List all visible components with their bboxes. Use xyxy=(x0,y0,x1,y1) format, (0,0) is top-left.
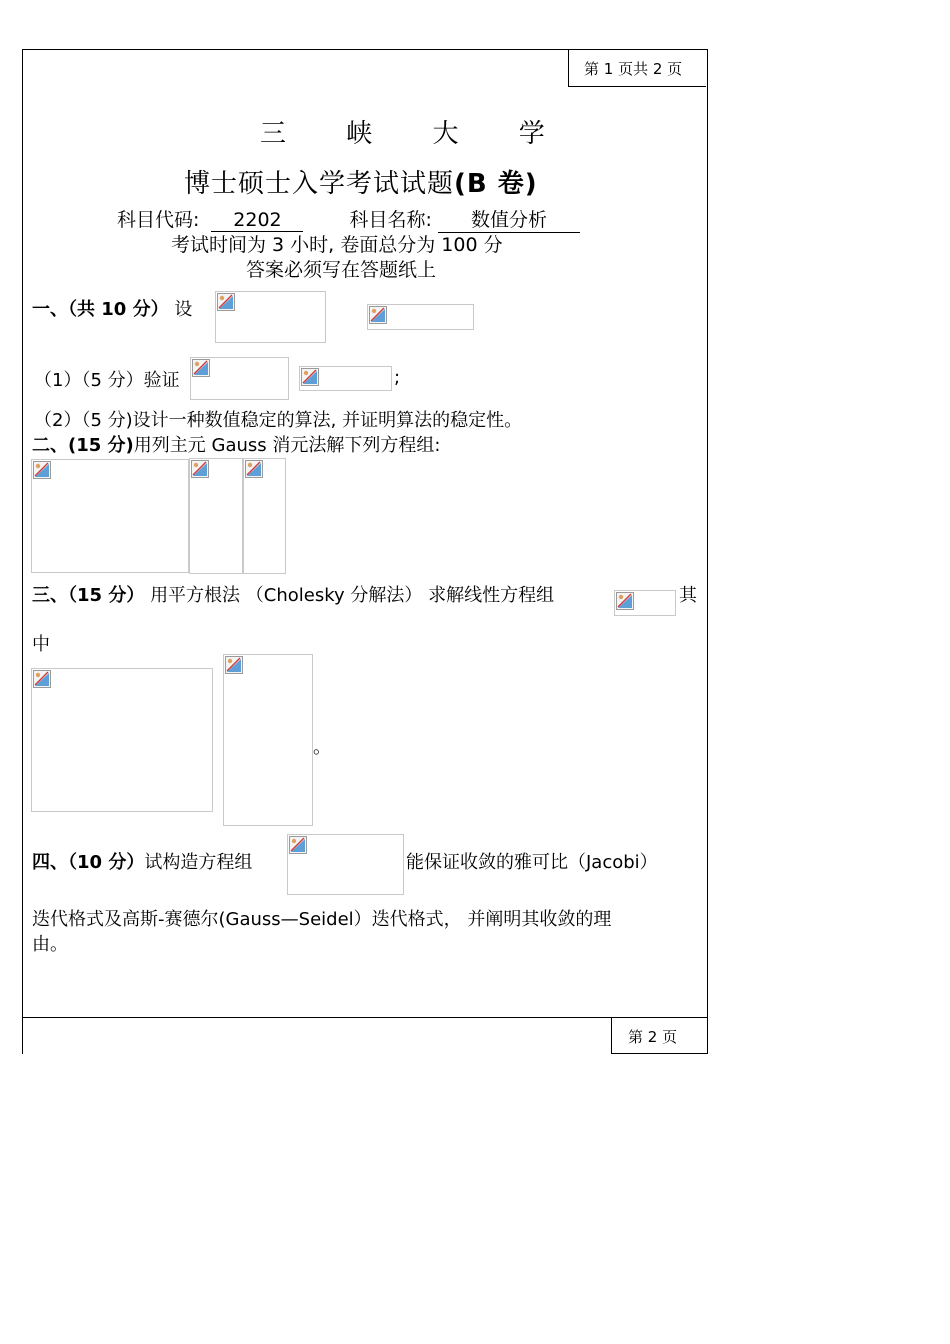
broken-image-icon xyxy=(33,461,51,479)
broken-image-icon xyxy=(301,368,319,386)
q4-text-a: 试构造方程组 xyxy=(144,852,253,873)
header-box-bottom xyxy=(568,86,706,87)
q1-formula-image-1 xyxy=(215,291,326,343)
footer-box-divider xyxy=(611,1017,612,1053)
exam-title xyxy=(184,163,538,200)
broken-image-icon xyxy=(192,359,210,377)
footer-page-label: 第 2 页 xyxy=(628,1028,678,1046)
exam-title-text: 博士硕士入学考试试题 xyxy=(184,169,455,199)
broken-image-icon xyxy=(245,460,263,478)
q2-number: 二、(15 分) xyxy=(32,435,134,456)
q1-part1-end: ; xyxy=(394,367,401,388)
q2-vector-b-image xyxy=(243,458,286,574)
q3-line2: 中 xyxy=(32,634,50,655)
q2-vector-x-image xyxy=(189,458,243,574)
subject-name-value: 数值分析 xyxy=(438,205,580,233)
q4-text-b: 能保证收敛的雅可比（Jacobi） xyxy=(406,852,658,873)
q1-number: 一、（共 10 分） xyxy=(32,299,169,320)
q2-matrix-image xyxy=(31,459,189,573)
q3-number: 三、（15 分） xyxy=(32,585,145,606)
broken-image-icon xyxy=(33,670,51,688)
q1-part1-label: （1）（5 分）验证 xyxy=(34,370,180,391)
q3-header xyxy=(32,581,554,607)
footer-rule xyxy=(22,1017,707,1018)
q3-text: 用平方根法 （Cholesky 分解法） 求解线性方程组 xyxy=(150,585,555,606)
q1-part1-image-2 xyxy=(299,366,392,391)
q4-line3: 由。 xyxy=(32,934,68,955)
q1-intro: 设 xyxy=(174,299,193,320)
q1-formula-image-2 xyxy=(367,304,474,330)
subject-code-value: 2202 xyxy=(211,209,303,232)
broken-image-icon xyxy=(225,656,243,674)
q3-text-end: 其 xyxy=(679,585,697,606)
subject-name-label: 科目名称: xyxy=(349,209,432,231)
q2-text: 用列主元 Gauss 消元法解下列方程组: xyxy=(133,435,441,456)
q4-header xyxy=(32,848,252,874)
q1-part2: （2）（5 分)设计一种数值稳定的算法, 并证明算法的稳定性。 xyxy=(34,410,523,431)
broken-image-icon xyxy=(217,293,235,311)
exam-duration: 考试时间为 3 小时, 卷面总分为 100 分 xyxy=(171,234,503,256)
footer-box-bottom xyxy=(611,1053,707,1054)
subject-code-label: 科目代码: xyxy=(117,209,200,231)
page-counter: 第 1 页共 2 页 xyxy=(584,60,683,78)
q3-period: 。 xyxy=(313,737,331,758)
exam-instruction: 答案必须写在答题纸上 xyxy=(246,259,437,281)
q4-line2: 迭代格式及高斯-赛德尔(Gauss—Seidel）迭代格式， 并阐明其收敛的理 xyxy=(32,909,612,930)
q3-matrix-image xyxy=(31,668,213,812)
q4-equation-image xyxy=(287,834,404,895)
header-box-divider xyxy=(568,49,569,87)
broken-image-icon xyxy=(616,592,634,610)
q1-header xyxy=(32,295,192,321)
subject-line xyxy=(117,205,580,233)
q3-vector-image xyxy=(223,654,313,826)
broken-image-icon xyxy=(289,836,307,854)
broken-image-icon xyxy=(369,306,387,324)
q2-header xyxy=(32,431,440,457)
q4-number: 四、（10 分） xyxy=(32,852,145,873)
q3-equation-image xyxy=(614,590,676,616)
q1-part1-image-1 xyxy=(190,357,289,400)
university-name: 三 峡 大 学 xyxy=(260,119,571,149)
broken-image-icon xyxy=(191,460,209,478)
exam-version: (B 卷) xyxy=(454,169,538,199)
